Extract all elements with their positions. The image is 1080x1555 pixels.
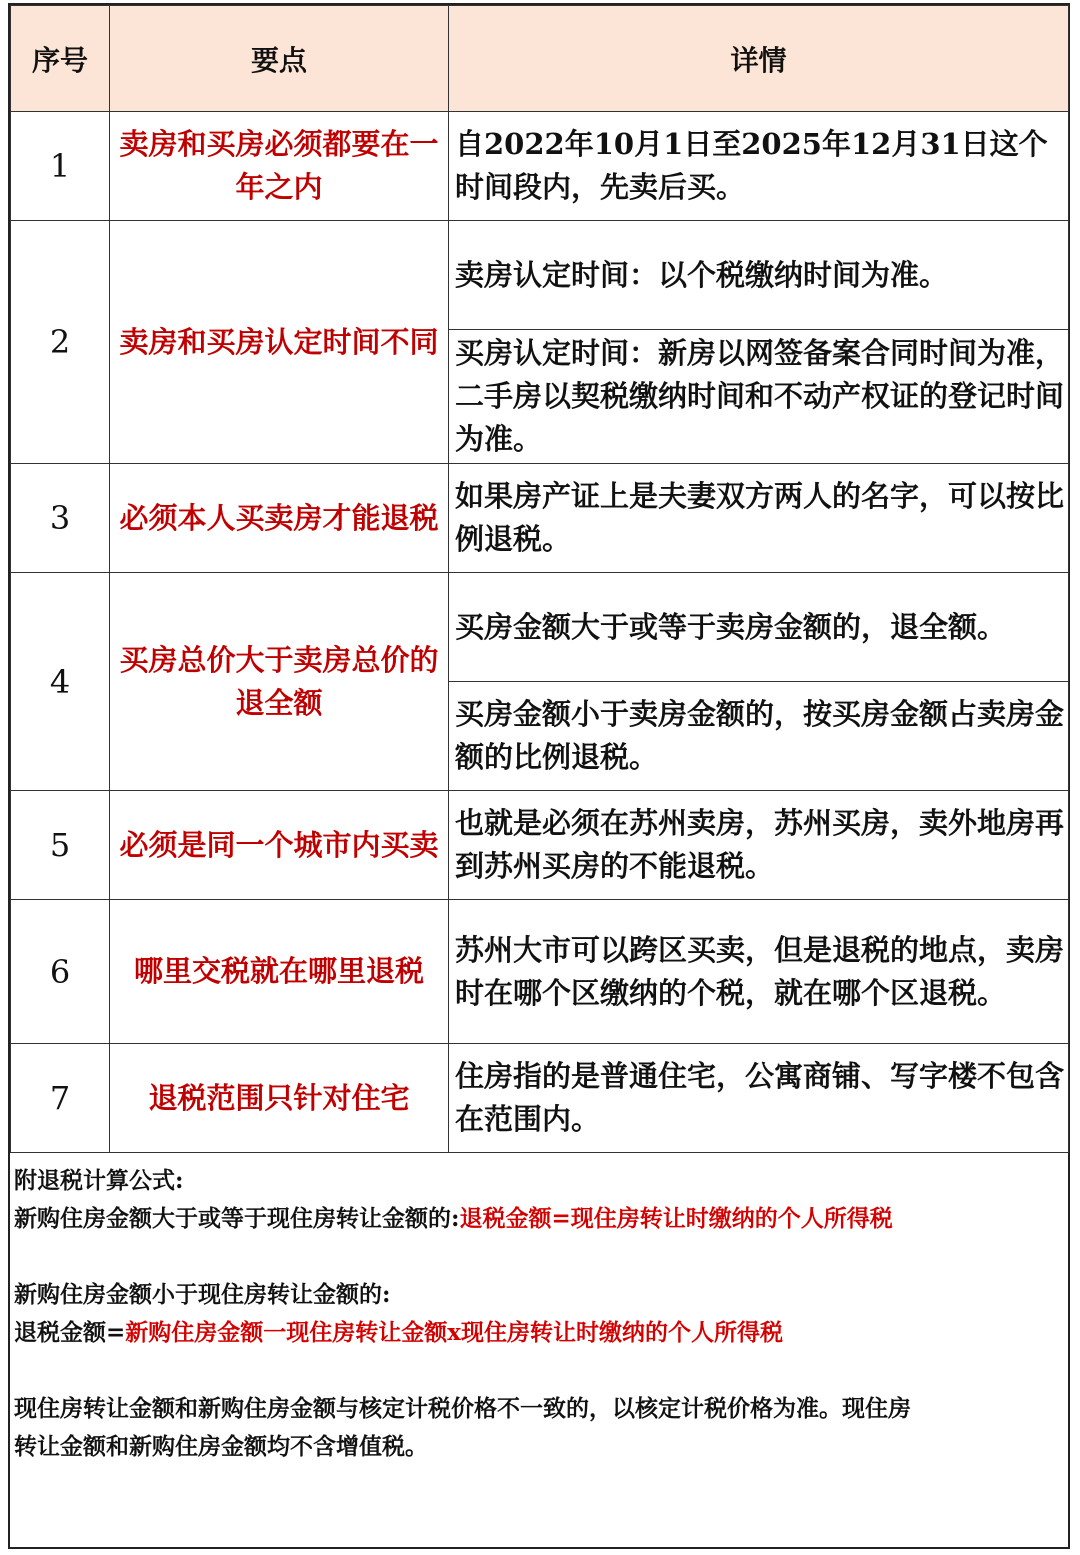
- policy-table: [10, 5, 1069, 1153]
- row-detail: 买房金额小于卖房金额的，按买房金额占卖房金额的比例退税。: [449, 682, 1069, 791]
- row-detail: 自2022年10月1日至2025年12月31日这个时间段内，先卖后买。: [449, 112, 1069, 221]
- row-detail: 苏州大市可以跨区买卖，但是退税的地点，卖房时在哪个区缴纳的个税，就在哪个区退税。: [449, 900, 1069, 1044]
- table-row: [11, 221, 1069, 330]
- table-row: [11, 900, 1069, 1044]
- row-key-point: 买房总价大于卖房总价的退全额: [110, 573, 449, 791]
- footnote-line-2: 转让金额和新购住房金额均不含增值税。: [14, 1433, 428, 1460]
- table-row: [11, 464, 1069, 573]
- row-key-point: 退税范围只针对住宅: [110, 1044, 449, 1153]
- row-key-point: 哪里交税就在哪里退税: [110, 900, 449, 1044]
- case2-label: 新购住房金额小于现住房转让金额的:: [14, 1281, 391, 1308]
- row-key-point: 卖房和买房认定时间不同: [110, 221, 449, 464]
- row-number: 7: [11, 1044, 110, 1153]
- case1-formula: 退税金额=现住房转让时缴纳的个人所得税: [459, 1205, 893, 1232]
- header-key: 要点: [110, 6, 449, 112]
- header-row: [11, 6, 1069, 112]
- row-detail: 买房金额大于或等于卖房金额的，退全额。: [449, 573, 1069, 682]
- formula-notes: [14, 1162, 1064, 1466]
- row-number: 6: [11, 900, 110, 1044]
- row-number: 3: [11, 464, 110, 573]
- notes-title: 附退税计算公式:: [14, 1167, 184, 1194]
- row-detail: 卖房认定时间：以个税缴纳时间为准。: [449, 221, 1069, 330]
- row-detail: 如果房产证上是夫妻双方两人的名字，可以按比例退税。: [449, 464, 1069, 573]
- case1-line: [14, 1200, 1064, 1238]
- row-detail: 住房指的是普通住宅，公寓商铺、写字楼不包含在范围内。: [449, 1044, 1069, 1153]
- table-row: [11, 791, 1069, 900]
- header-detail: 详情: [449, 6, 1069, 112]
- row-number: 1: [11, 112, 110, 221]
- case1-label: 新购住房金额大于或等于现住房转让金额的:: [14, 1205, 460, 1232]
- footnote-line-1: 现住房转让金额和新购住房金额与核定计税价格不一致的，以核定计税价格为准。现住房: [14, 1395, 911, 1422]
- row-detail: 买房认定时间：新房以网签备案合同时间为准，二手房以契税缴纳时间和不动产权证的登记时间为准。: [449, 330, 1069, 464]
- policy-sheet: [8, 3, 1070, 1549]
- table-row: [11, 1044, 1069, 1153]
- row-key-point: 必须本人买卖房才能退税: [110, 464, 449, 573]
- row-number: 4: [11, 573, 110, 791]
- row-detail: 也就是必须在苏州卖房，苏州买房，卖外地房再到苏州买房的不能退税。: [449, 791, 1069, 900]
- row-number: 5: [11, 791, 110, 900]
- row-number: 2: [11, 221, 110, 464]
- table-row: [11, 112, 1069, 221]
- case2-formula: 新购住房金额一现住房转让金额x现住房转让时缴纳的个人所得税: [125, 1319, 783, 1346]
- case2-line: [14, 1314, 1064, 1352]
- row-key-point: 卖房和买房必须都要在一年之内: [110, 112, 449, 221]
- table-row: [11, 573, 1069, 682]
- header-seq: 序号: [11, 6, 110, 112]
- case2-prefix: 退税金额=: [14, 1319, 126, 1346]
- row-key-point: 必须是同一个城市内买卖: [110, 791, 449, 900]
